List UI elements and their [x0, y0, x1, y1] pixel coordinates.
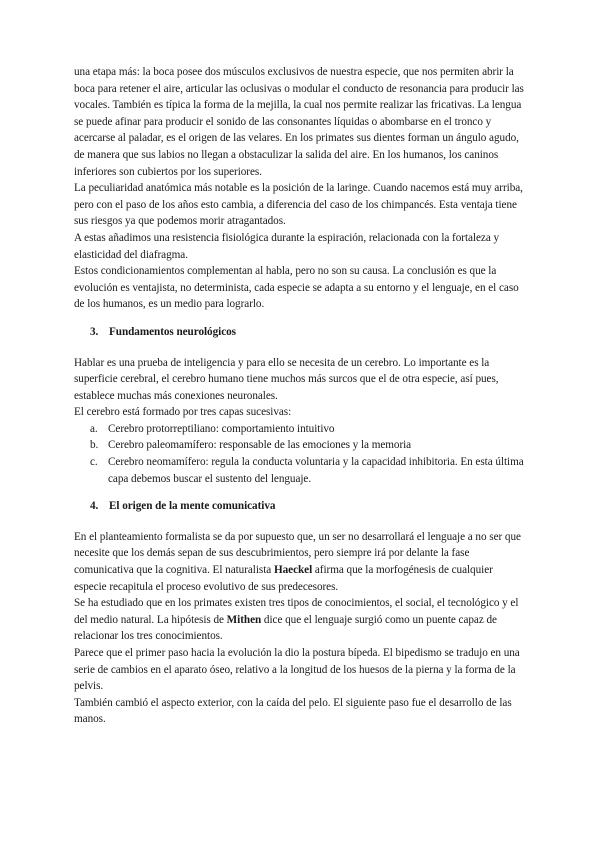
paragraph: A estas añadimos una resistencia fisiológica durante la espiración, relacionada con la fortaleza y elasticidad del diafragma. [74, 231, 500, 261]
list-item-text: Cerebro paleomamífero: responsable de las emociones y la memoria [108, 439, 412, 452]
text-run: En el planteamiento formalista se da por supuesto que, un ser no desarrollará el lenguaje a no ser que necesite que los demás sepan de sus descubrimientos, pero siempre irá por delante la fase comunicativa que la cognitiva. El naturalista [74, 530, 521, 577]
text-run: afirma que la morfogénesis de cualquier especie recapitula el proceso evolutivo de sus predecesores. [74, 564, 493, 593]
brain-layers-list [74, 421, 528, 487]
section-number: 4. [90, 500, 99, 513]
text-run: dice que el lenguaje surgió como un puente capaz de relacionar los tres conocimientos. [74, 613, 497, 643]
section-3-heading [74, 324, 528, 341]
paragraph: una etapa más: la boca posee dos músculos exclusivos de nuestra especie, que nos permiten abrir la boca para retener el aire, articular las oclusivas o modular el conducto de resonancia para producir las vocales. También es típica la forma de la mejilla, la cual nos permite realizar las fricativas. La lengua se puede afinar para producir el sonido de las consonantes líquidas o abombarse en el tronco y acercarse al paladar, es el origen de las velares. En los primates sus dientes forman un ángulo agudo, de manera que sus labios no llegan a obstaculizar la salida del aire. En los humanos, los caninos inferiores son cubiertos por los superiores. [74, 66, 524, 178]
text-run: Se ha estudiado que en los primates existen tres tipos de conocimientos, el social, el tecnológico y el del medio natural. La hipótesis de [74, 597, 519, 626]
paragraph: También cambió el aspecto exterior, con la caída del pelo. El siguiente paso fue el desarrollo de las manos. [74, 696, 512, 726]
list-item [74, 421, 528, 438]
bold-name: Mithen [226, 613, 262, 626]
section-title: Fundamentos neurológicos [109, 325, 236, 338]
paragraph [74, 595, 528, 645]
list-marker: a. [90, 422, 98, 435]
paragraph: Hablar es una prueba de inteligencia y para ello se necesita de un cerebro. Lo importante es la superficie cerebral, el cerebro humano tiene muchos más surcos que el de otra especie, así pues, establece muchas más conexiones neuronales. [74, 356, 499, 402]
list-marker: b. [90, 439, 99, 452]
list-item [74, 437, 528, 454]
section-title: El origen de la mente comunicativa [109, 500, 276, 513]
paragraph: Estos condicionamientos complementan al habla, pero no son su causa. La conclusión es que la evolución es ventajista, no determinista, cada especie se adapta a su entorno y el lenguaje, en el caso de los humanos, es un medio para lograrlo. [74, 265, 519, 311]
bold-name: Haeckel [273, 564, 313, 577]
list-marker: c. [90, 456, 98, 469]
document-page [74, 64, 528, 728]
list-item-text: Cerebro protorreptiliano: comportamiento intuitivo [108, 422, 335, 435]
paragraph [74, 529, 528, 595]
section-number: 3. [90, 325, 99, 338]
paragraph: El cerebro está formado por tres capas sucesivas: [74, 406, 292, 419]
paragraph: La peculiaridad anatómica más notable es la posición de la laringe. Cuando nacemos está muy arriba, pero con el paso de los años esto cambia, a diferencia del caso de los chimpancés. Esta ventaja tiene sus riesgos ya que podemos morir atragantados. [74, 182, 523, 228]
list-item-text: Cerebro neomamífero: regula la conducta voluntaria y la capacidad inhibitoria. En esta última capa debemos buscar el sustento del lenguaje. [108, 456, 524, 485]
list-item [74, 454, 528, 487]
paragraph: Parece que el primer paso hacia la evolución la dio la postura bípeda. El bipedismo se tradujo en una serie de cambios en el aparato óseo, relativo a la longitud de los huesos de la pierna y la forma de la pelvis. [74, 647, 520, 693]
section-4-heading [74, 498, 528, 515]
